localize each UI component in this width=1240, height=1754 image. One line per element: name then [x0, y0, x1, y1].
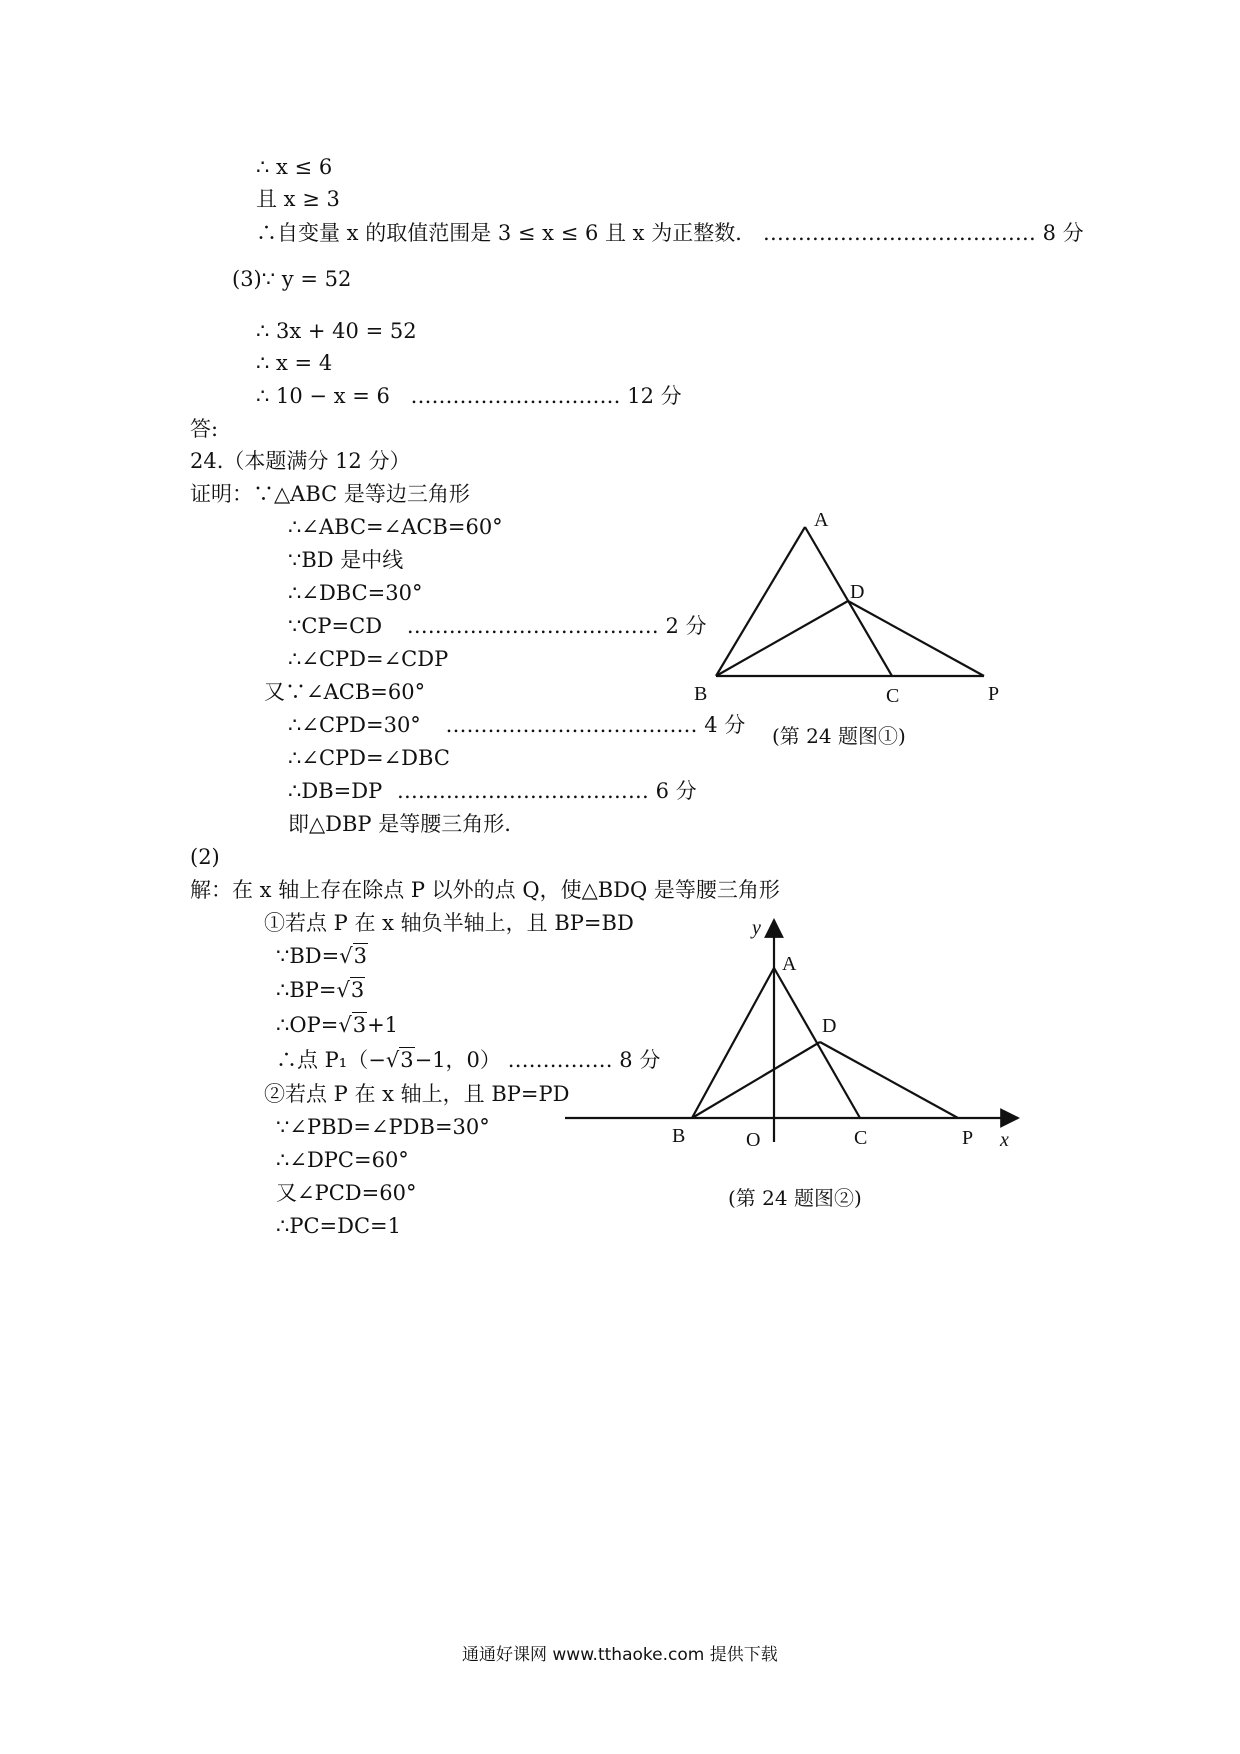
answer-label: 答: [190, 417, 219, 441]
proof-line: ∵BD 是中线 [288, 548, 404, 572]
score-dots: ………………………… [410, 384, 621, 408]
label-x: x [1000, 1129, 1009, 1150]
segment-AB [692, 968, 774, 1118]
line-x-ge-3: 且 x ≥ 3 [256, 187, 340, 211]
proof-text: ∵CP=CD [288, 614, 383, 638]
radicand: 3 [400, 1048, 414, 1072]
sqrt-symbol: √3 [338, 1013, 367, 1037]
solution-line: ∴PC=DC=1 [276, 1214, 402, 1238]
score-dots: ……………………………… [445, 713, 698, 737]
part-2-label: (2) [190, 845, 220, 869]
sqrt-symbol: √3 [339, 944, 367, 968]
proof-start: 证明：∵△ABC 是等边三角形 [190, 482, 470, 506]
sqrt-line [276, 1012, 398, 1038]
score-label: 2 分 [665, 614, 707, 638]
line-x-eq-4: ∴ x = 4 [256, 351, 333, 375]
solution-line: 又∠PCD=60° [276, 1181, 417, 1205]
segment-DP [820, 1042, 958, 1118]
solution-start: 解：在 x 轴上存在除点 P 以外的点 Q，使△BDQ 是等腰三角形 [190, 878, 780, 902]
label-P: P [988, 683, 1000, 705]
equation-text: ∴ 10 − x = 6 [256, 384, 390, 408]
score-label: 12 分 [627, 384, 682, 408]
sqrt-symbol: √3 [385, 1048, 414, 1072]
score-dots: ………………………………… [762, 221, 1036, 245]
label-B: B [672, 1125, 686, 1147]
point-suffix: −1，0） [414, 1048, 501, 1072]
problem-24-heading: 24.（本题满分 12 分） [190, 449, 411, 473]
segment-DP [848, 601, 984, 676]
score-label: 8 分 [1042, 221, 1084, 245]
label-C: C [886, 685, 900, 707]
segment-AB [716, 527, 805, 676]
radicand: 3 [352, 1013, 367, 1037]
line-range [256, 220, 1084, 246]
point-prefix: ∴点 P₁（− [276, 1048, 386, 1072]
range-text: ∴自变量 x 的取值范围是 3 ≤ x ≤ 6 且 x 为正整数． [256, 221, 757, 245]
case-2: ②若点 P 在 x 轴上，且 BP=PD [264, 1082, 570, 1106]
case-1: ①若点 P 在 x 轴负半轴上，且 BP=BD [264, 911, 634, 935]
label-y: y [752, 917, 761, 939]
sqrt-suffix: +1 [367, 1013, 399, 1037]
proof-line: ∴∠CPD=∠CDP [288, 647, 449, 671]
line-x-le-6: ∴ x ≤ 6 [256, 155, 333, 179]
line-equation: ∴ 3x + 40 = 52 [256, 319, 417, 343]
proof-conclusion: 即△DBP 是等腰三角形. [288, 812, 511, 836]
proof-line: 又∵∠ACB=60° [264, 680, 426, 704]
score-dots: …………… [507, 1048, 613, 1072]
label-O: O [746, 1129, 761, 1150]
label-C: C [854, 1127, 868, 1149]
figure-1 [680, 500, 1020, 740]
sqrt-prefix: ∴OP= [276, 1013, 339, 1037]
label-A: A [782, 953, 797, 975]
line-10-minus-x [256, 383, 682, 409]
proof-line: ∴∠CPD=∠DBC [288, 746, 450, 770]
label-D: D [850, 581, 865, 603]
label-A: A [814, 509, 829, 531]
proof-line-score [288, 778, 697, 804]
radicand: 3 [350, 978, 365, 1002]
label-P: P [962, 1127, 974, 1149]
label-D: D [822, 1015, 837, 1037]
score-dots: ……………………………… [406, 614, 659, 638]
label-B: B [694, 683, 708, 705]
line-part3: (3)∵ y = 52 [232, 267, 352, 291]
proof-text: ∴DB=DP [288, 779, 383, 803]
page-footer: 通通好课网 www.tthaoke.com 提供下载 [462, 1645, 778, 1665]
score-label: 6 分 [655, 779, 697, 803]
figure-2-caption: (第 24 题图②) [728, 1186, 862, 1210]
solution-line: ∵∠PBD=∠PDB=30° [276, 1115, 490, 1139]
sqrt-prefix: ∵BD= [276, 944, 340, 968]
sqrt-line [276, 943, 368, 969]
sqrt-line [276, 977, 365, 1003]
solution-line: ∴∠DPC=60° [276, 1148, 409, 1172]
proof-line: ∴∠DBC=30° [288, 581, 423, 605]
proof-line-score [288, 613, 706, 639]
proof-line-score [288, 712, 745, 738]
proof-text: ∴∠CPD=30° [288, 713, 421, 737]
sqrt-symbol: √3 [336, 978, 365, 1002]
score-label: 4 分 [704, 713, 746, 737]
radicand: 3 [353, 944, 367, 968]
segment-BD [716, 601, 848, 676]
figure-1-caption: (第 24 题图①) [772, 724, 906, 748]
proof-line: ∴∠ABC=∠ACB=60° [288, 515, 503, 539]
score-dots: ……………………………… [396, 779, 649, 803]
score-label: 8 分 [619, 1048, 661, 1072]
segment-BD [692, 1042, 820, 1118]
sqrt-prefix: ∴BP= [276, 978, 337, 1002]
figure-2 [560, 910, 1030, 1150]
